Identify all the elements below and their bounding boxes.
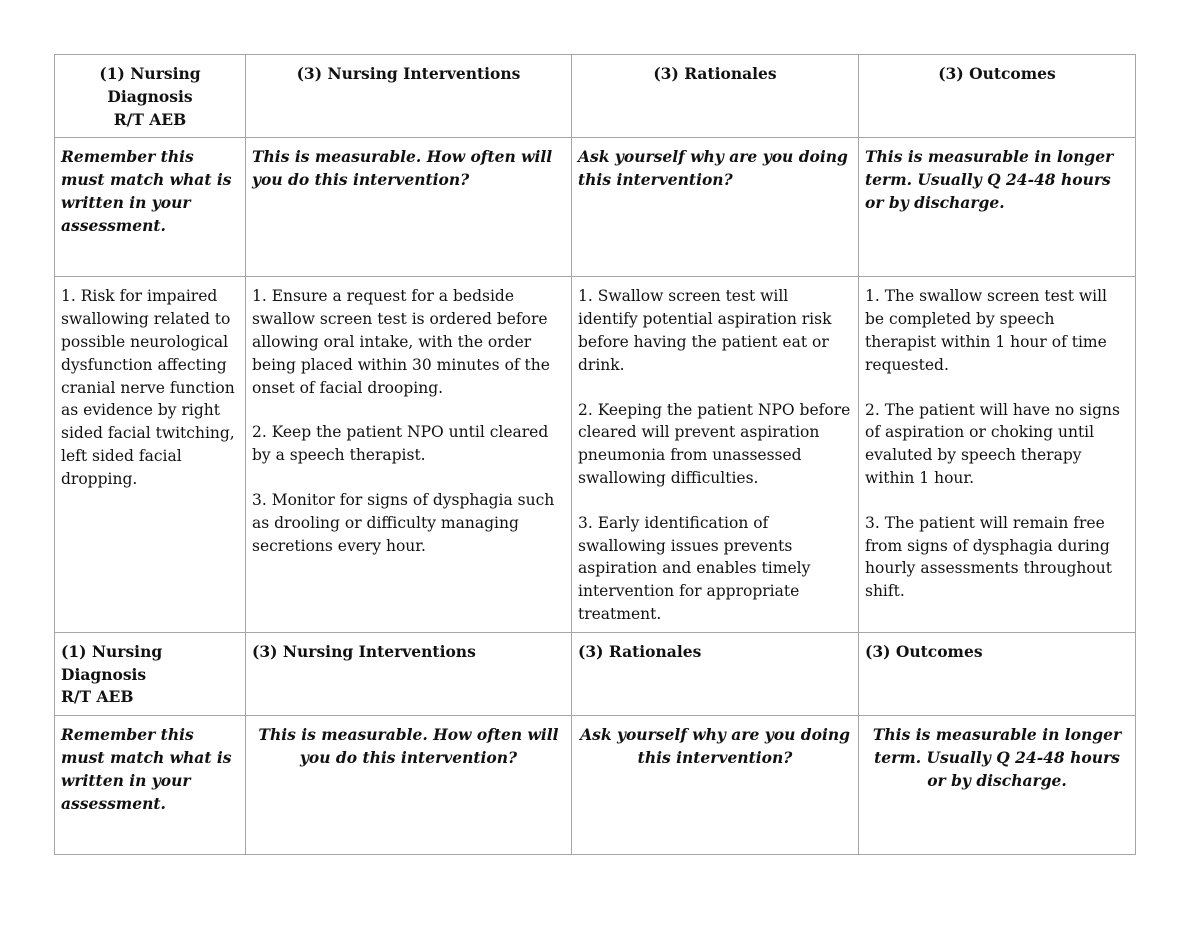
guide-outcomes-2: This is measurable in longer term. Usually Q 24-48 hours or by discharge. <box>859 716 1136 855</box>
rationale-item: 2. Keeping the patient NPO before cleared will prevent aspiration pneumonia from unassessed swallowing difficulties. <box>578 400 851 487</box>
intervention-item: 1. Ensure a request for a bedside swallow screen test is ordered before allowing oral intake, with the order being placed within 30 minutes of the onset of facial drooping. <box>252 287 550 397</box>
rationale-item: 3. Early identification of swallowing issues prevents aspiration and enables timely intervention for appropriate treatment. <box>578 513 811 623</box>
guide-diagnosis: Remember this must match what is written in your assessment. <box>55 138 246 277</box>
header-outcomes-2: (3) Outcomes <box>859 632 1136 715</box>
header-diagnosis-cell <box>55 55 246 138</box>
header-row-2 <box>55 632 1136 715</box>
intervention-item: 3. Monitor for signs of dysphagia such as drooling or difficulty managing secretions every hour. <box>252 490 555 555</box>
rationales-cell <box>572 277 859 632</box>
rationale-item: 1. Swallow screen test will identify potential aspiration risk before having the patient eat or drink. <box>578 287 832 374</box>
guide-outcomes: This is measurable in longer term. Usually Q 24-48 hours or by discharge. <box>859 138 1136 277</box>
care-plan-table <box>54 54 1136 855</box>
intervention-item: 2. Keep the patient NPO until cleared by a speech therapist. <box>252 423 549 465</box>
interventions-cell <box>246 277 572 632</box>
header-row <box>55 55 1136 138</box>
header-rationales: (3) Rationales <box>572 55 859 138</box>
content-row <box>55 277 1136 632</box>
outcomes-cell <box>859 277 1136 632</box>
outcome-item: 1. The swallow screen test will be completed by speech therapist within 1 hour of time requested. <box>865 287 1107 374</box>
outcome-item: 2. The patient will have no signs of aspiration or choking until evaluted by speech therapy within 1 hour. <box>865 400 1120 487</box>
guide-row-2 <box>55 716 1136 855</box>
guide-diagnosis-2: Remember this must match what is written in your assessment. <box>55 716 246 855</box>
header-interventions-2: (3) Nursing Interventions <box>246 632 572 715</box>
guide-rationales-2: Ask yourself why are you doing this intervention? <box>572 716 859 855</box>
diagnosis-entry: 1. Risk for impaired swallowing related to possible neurological dysfunction affecting cranial nerve function as evidence by right sided facial twitching, left sided facial dropping. <box>55 277 246 632</box>
header-diagnosis-title-2: (1) Nursing Diagnosis <box>61 641 163 684</box>
header-rationales-2: (3) Rationales <box>572 632 859 715</box>
outcome-item: 3. The patient will remain free from signs of dysphagia during hourly assessments throughout shift. <box>865 513 1112 601</box>
guide-rationales: Ask yourself why are you doing this intervention? <box>572 138 859 277</box>
header-diagnosis-subtitle-2: R/T AEB <box>61 687 134 707</box>
header-diagnosis-cell-2 <box>55 632 246 715</box>
header-outcomes: (3) Outcomes <box>859 55 1136 138</box>
guide-row <box>55 138 1136 277</box>
header-interventions: (3) Nursing Interventions <box>246 55 572 138</box>
header-diagnosis-subtitle: R/T AEB <box>113 109 187 129</box>
guide-interventions: This is measurable. How often will you do this intervention? <box>246 138 572 277</box>
header-diagnosis-title: (1) Nursing Diagnosis <box>99 64 201 106</box>
guide-interventions-2: This is measurable. How often will you do this intervention? <box>246 716 572 855</box>
